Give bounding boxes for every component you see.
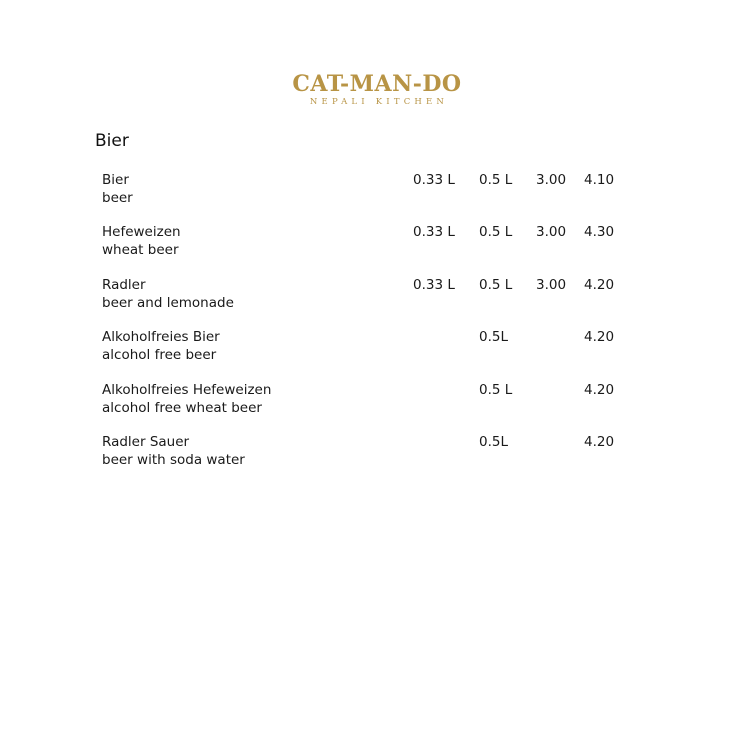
item-name: Hefeweizen	[102, 224, 181, 241]
item-large-volume: 0.5 L	[479, 224, 513, 241]
item-name: Radler Sauer	[102, 433, 190, 450]
menu-list	[102, 172, 662, 486]
menu-item-hefeweizen	[102, 224, 662, 276]
logo-subtitle: NEPALI KITCHEN	[309, 97, 449, 107]
item-name: Alkoholfreies Bier	[102, 329, 220, 346]
item-description: beer	[102, 190, 133, 206]
item-name: Bier	[102, 172, 129, 188]
menu-item-radler-sauer	[102, 434, 662, 486]
item-large-volume: 0.5 L	[479, 276, 513, 293]
menu-item-radler	[102, 277, 662, 329]
item-large-price: 4.20	[584, 433, 615, 450]
section-title: Bier	[95, 131, 129, 151]
item-name: Radler	[102, 276, 146, 293]
item-description: beer with soda water	[102, 451, 245, 468]
item-large-volume: 0.5 L	[479, 381, 513, 398]
item-description: alcohol free wheat beer	[102, 399, 262, 416]
menu-item-alkoholfreies-hefeweizen	[102, 382, 662, 434]
item-small-price: 3.00	[536, 224, 567, 241]
item-large-price: 4.20	[584, 329, 615, 346]
menu-item-alkoholfreies-bier	[102, 329, 662, 381]
item-large-price: 4.10	[584, 172, 615, 188]
restaurant-logo	[0, 72, 754, 107]
item-large-volume: 0.5L	[479, 329, 508, 346]
item-description: beer and lemonade	[102, 294, 234, 311]
item-description: wheat beer	[102, 242, 179, 259]
item-description: alcohol free beer	[102, 347, 217, 364]
item-small-volume: 0.33 L	[413, 224, 455, 241]
item-small-price: 3.00	[536, 276, 567, 293]
item-large-price: 4.20	[584, 276, 615, 293]
item-large-price: 4.30	[584, 224, 615, 241]
item-large-volume: 0.5L	[479, 433, 508, 450]
menu-item-bier	[102, 172, 662, 224]
item-large-volume: 0.5 L	[479, 172, 513, 188]
item-small-volume: 0.33 L	[413, 172, 455, 188]
logo-name: CAT-MAN-DO	[292, 71, 462, 97]
item-small-price: 3.00	[536, 172, 567, 188]
item-small-volume: 0.33 L	[413, 276, 455, 293]
item-name: Alkoholfreies Hefeweizen	[102, 381, 272, 398]
item-large-price: 4.20	[584, 381, 615, 398]
